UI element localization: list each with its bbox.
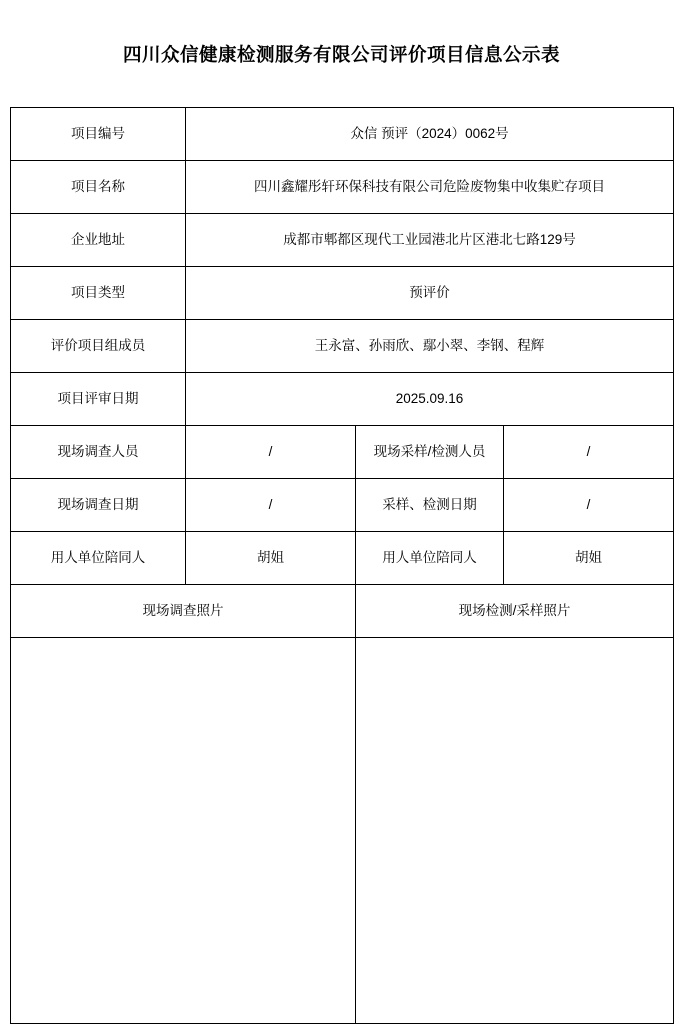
table-row [11,638,674,1024]
photo-header-sampling: 现场检测/采样照片 [356,585,674,638]
row-value-team-members: 王永富、孙雨欣、鄢小翠、李钢、程辉 [186,320,674,373]
table-row [11,479,674,532]
row-value-sampling-staff: / [504,426,674,479]
table-row [11,426,674,479]
row-label-team-members: 评价项目组成员 [11,320,186,373]
row-value-company-address: 成都市郫都区现代工业园港北片区港北七路129号 [186,214,674,267]
row-value-survey-date: / [186,479,356,532]
page-title: 四川众信健康检测服务有限公司评价项目信息公示表 [122,44,560,65]
row-value-escort-left: 胡姐 [186,532,356,585]
table-row [11,532,674,585]
row-label-escort-right: 用人单位陪同人 [356,532,504,585]
row-value-escort-right: 胡姐 [504,532,674,585]
photo-area-sampling [356,638,674,1024]
photo-area-survey [11,638,356,1024]
row-label-sampling-date: 采样、检测日期 [356,479,504,532]
row-value-survey-staff: / [186,426,356,479]
photo-header-survey: 现场调查照片 [11,585,356,638]
row-label-sampling-staff: 现场采样/检测人员 [356,426,504,479]
table-row [11,320,674,373]
row-value-sampling-date: / [504,479,674,532]
table-row [11,267,674,320]
row-value-project-number: 众信 预评（2024）0062号 [186,108,674,161]
row-value-project-name: 四川鑫耀彤轩环保科技有限公司危险废物集中收集贮存项目 [186,161,674,214]
table-row [11,108,674,161]
row-label-survey-date: 现场调查日期 [11,479,186,532]
row-value-project-type: 预评价 [186,267,674,320]
table-row [11,373,674,426]
row-label-review-date: 项目评审日期 [11,373,186,426]
table-row [11,214,674,267]
table-row [11,585,674,638]
row-label-survey-staff: 现场调查人员 [11,426,186,479]
table-row [11,161,674,214]
row-label-project-type: 项目类型 [11,267,186,320]
row-value-review-date: 2025.09.16 [186,373,674,426]
project-info-table [10,107,674,1024]
row-label-company-address: 企业地址 [11,214,186,267]
row-label-escort-left: 用人单位陪同人 [11,532,186,585]
row-label-project-name: 项目名称 [11,161,186,214]
row-label-project-number: 项目编号 [11,108,186,161]
